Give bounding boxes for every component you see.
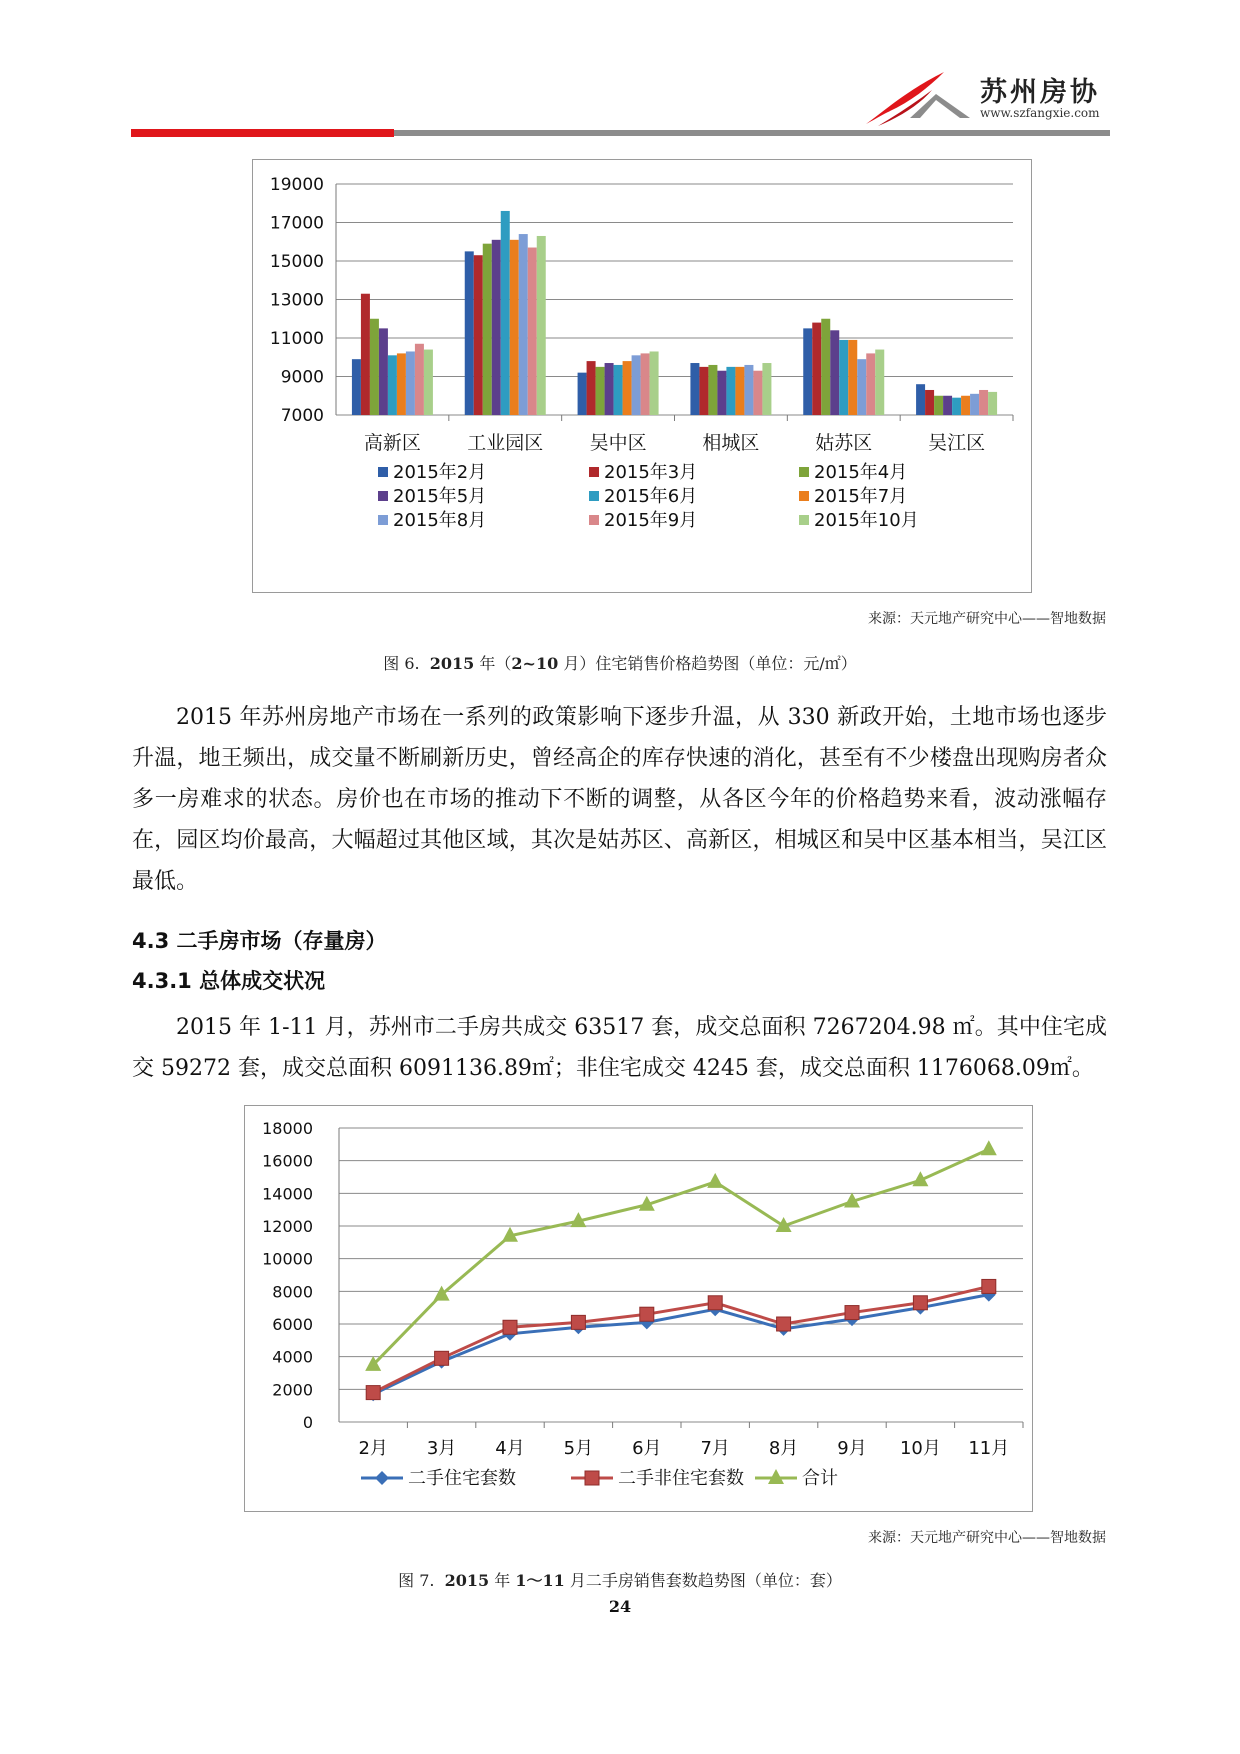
bar (492, 240, 501, 415)
x-tick-label: 4月 (495, 1438, 525, 1459)
bar (708, 365, 717, 415)
bar (388, 355, 397, 415)
data-point (777, 1317, 791, 1331)
bar (839, 340, 848, 415)
bar (510, 240, 519, 415)
y-tick-label: 19000 (269, 175, 324, 195)
figure6-caption-prefix: 图 6. (383, 654, 420, 673)
legend-swatch (799, 467, 809, 477)
legend-swatch (589, 467, 599, 477)
header-rule-gray (394, 130, 1110, 136)
x-tick-label: 吴中区 (589, 432, 647, 454)
x-tick-label: 高新区 (363, 432, 421, 454)
bar (952, 398, 961, 415)
bar (979, 390, 988, 415)
figure7-caption-year: 2015 (444, 1571, 490, 1590)
figure7-caption-mid: 年 (494, 1571, 511, 1590)
legend-label: 2015年3月 (604, 462, 698, 483)
data-point (845, 1306, 859, 1320)
legend-label: 2015年6月 (604, 486, 698, 507)
figure7-caption-prefix: 图 7. (398, 1571, 435, 1590)
y-tick-label: 7000 (280, 406, 324, 426)
bar (744, 365, 753, 415)
y-tick-label: 11000 (269, 329, 324, 349)
transactions-paragraph (132, 1007, 1107, 1089)
x-tick-label: 2月 (358, 1438, 388, 1459)
bar (379, 328, 388, 415)
market-paragraph (132, 697, 1107, 902)
y-tick-label: 0 (302, 1413, 313, 1432)
bar (943, 396, 952, 415)
legend-label: 合计 (802, 1468, 838, 1489)
bar (641, 353, 650, 415)
legend-label: 二手住宅套数 (408, 1468, 516, 1489)
header-rule-red (131, 129, 394, 137)
bar (578, 373, 587, 415)
section-heading-4-3-1: 4.3.1 总体成交状况 (132, 969, 326, 993)
bar (848, 340, 857, 415)
y-tick-label: 14000 (262, 1184, 313, 1204)
brand-name: 苏州房协 (980, 77, 1100, 108)
bar (726, 367, 735, 415)
bar (830, 330, 839, 415)
brand-url: www.szfangxie.com (980, 106, 1100, 120)
figure6-caption-rest: 月）住宅销售价格趋势图（单位：元/㎡） (563, 654, 857, 673)
second-hand-sales-line-chart-svg (245, 1106, 1034, 1513)
series-line (373, 1149, 989, 1365)
figure7-caption-rest: 月二手房销售套数趋势图（单位：套） (569, 1571, 842, 1590)
data-point (366, 1386, 380, 1400)
bar (424, 350, 433, 415)
bar (614, 365, 623, 415)
data-point (640, 1307, 654, 1321)
legend-label: 2015年4月 (814, 462, 908, 483)
x-tick-label: 9月 (837, 1438, 867, 1459)
y-tick-label: 17000 (269, 213, 324, 234)
y-tick-label: 16000 (262, 1151, 313, 1171)
data-point (503, 1320, 517, 1334)
data-point (913, 1296, 927, 1310)
y-tick-label: 10000 (262, 1249, 313, 1269)
x-tick-label: 7月 (700, 1438, 730, 1459)
legend-swatch (799, 491, 809, 501)
legend-label: 2015年10月 (814, 510, 919, 531)
bar (415, 344, 424, 415)
bar (988, 392, 997, 415)
figure7-source: 来源：天元地产研究中心——智地数据 (868, 1530, 1106, 1546)
bar (632, 355, 641, 415)
y-tick-label: 18000 (262, 1119, 313, 1138)
legend-swatch (589, 515, 599, 525)
bar (483, 244, 492, 415)
data-point (435, 1351, 449, 1365)
legend-label: 2015年2月 (393, 462, 487, 483)
x-tick-label: 10月 (899, 1438, 941, 1459)
legend-label: 2015年7月 (814, 486, 908, 507)
legend-swatch (378, 515, 388, 525)
bar (961, 396, 970, 415)
y-tick-label: 15000 (269, 252, 324, 272)
figure6-source: 来源：天元地产研究中心——智地数据 (868, 611, 1106, 627)
page-number: 24 (608, 1597, 632, 1616)
bar (690, 363, 699, 415)
bar (875, 350, 884, 415)
bar (735, 367, 744, 415)
y-tick-label: 6000 (272, 1315, 313, 1334)
bar (812, 323, 821, 415)
data-point (981, 1140, 997, 1155)
bar (821, 319, 830, 415)
transactions-paragraph-text: 2015 年 1-11 月，苏州市二手房共成交 63517 套，成交总面积 7267204.98 ㎡。其中住宅成交 59272 套，成交总面积 6091136.89㎡；非住宅成交 4245 套，成交总面积 1176068.09㎡。 (132, 1015, 1107, 1081)
bar (762, 363, 771, 415)
bar (537, 236, 546, 415)
bar (596, 367, 605, 415)
bar (519, 234, 528, 415)
series-line (373, 1286, 989, 1392)
figure6-caption-mid: 年（ (479, 654, 512, 673)
bar (587, 361, 596, 415)
legend-swatch (799, 515, 809, 525)
bar (934, 396, 943, 415)
y-tick-label: 8000 (272, 1282, 313, 1302)
figure6-caption-range: 2~10 (511, 654, 559, 673)
data-point (571, 1315, 585, 1329)
x-tick-label: 5月 (563, 1438, 594, 1459)
legend-swatch (378, 491, 388, 501)
x-tick-label: 3月 (426, 1438, 457, 1459)
x-tick-label: 8月 (768, 1438, 799, 1459)
bar (699, 367, 708, 415)
x-tick-label: 工业园区 (467, 432, 544, 454)
figure7-caption-range: 1～11 (515, 1571, 565, 1590)
x-tick-label: 吴江区 (928, 432, 986, 454)
figure6-caption (0, 651, 1240, 674)
y-tick-label: 2000 (272, 1380, 313, 1400)
bar (803, 328, 812, 415)
bar (352, 359, 361, 415)
price-trend-bar-chart (252, 159, 1032, 593)
brand-logo-icon (858, 68, 978, 128)
data-point (982, 1279, 996, 1293)
x-tick-label: 6月 (632, 1438, 662, 1459)
market-paragraph-text: 2015 年苏州房地产市场在一系列的政策影响下逐步升温，从 330 新政开始，土地市场也逐步升温，地王频出，成交量不断刷新历史，曾经高企的库存快速的消化，甚至有不少楼盘出现购房者众多一房难求的状态。房价也在市场的推动下不断的调整，从各区今年的价格趋势来看，波动涨幅存在，园区均价最高，大幅超过其他区域，其次是姑苏区、高新区，相城区和吴中区基本相当，吴江区最低。 (132, 705, 1107, 894)
bar (465, 251, 474, 415)
bar (528, 248, 537, 415)
legend-marker (375, 1471, 389, 1485)
bar (753, 371, 762, 415)
bar (406, 351, 415, 415)
section-heading-4-3: 4.3 二手房市场（存量房） (132, 929, 387, 953)
y-tick-label: 13000 (269, 290, 324, 311)
bar (370, 319, 379, 415)
legend-label: 2015年8月 (393, 510, 487, 531)
legend-marker (585, 1471, 599, 1485)
bar (717, 371, 726, 415)
bar (501, 211, 510, 415)
figure7-caption (0, 1568, 1240, 1591)
bar (916, 384, 925, 415)
legend-swatch (378, 467, 388, 477)
bar (866, 353, 875, 415)
legend-swatch (589, 491, 599, 501)
bar (970, 394, 979, 415)
y-tick-label: 4000 (272, 1347, 313, 1367)
bar (474, 255, 483, 415)
bar (605, 363, 614, 415)
data-point (708, 1296, 722, 1310)
x-tick-label: 11月 (968, 1438, 1010, 1459)
bar (857, 359, 866, 415)
y-tick-label: 12000 (262, 1217, 313, 1236)
price-trend-bar-chart-svg (253, 160, 1033, 594)
figure6-caption-year: 2015 (429, 654, 475, 673)
x-tick-label: 相城区 (702, 432, 760, 454)
second-hand-sales-line-chart (244, 1105, 1033, 1512)
bar (397, 353, 406, 415)
legend-label: 2015年9月 (604, 510, 698, 531)
y-tick-label: 9000 (280, 367, 324, 388)
bar (361, 294, 370, 415)
data-point (707, 1173, 723, 1188)
bar (650, 351, 659, 415)
bar (623, 361, 632, 415)
legend-label: 二手非住宅套数 (618, 1468, 744, 1489)
legend-label: 2015年5月 (393, 486, 487, 507)
x-tick-label: 姑苏区 (815, 432, 873, 454)
bar (925, 390, 934, 415)
